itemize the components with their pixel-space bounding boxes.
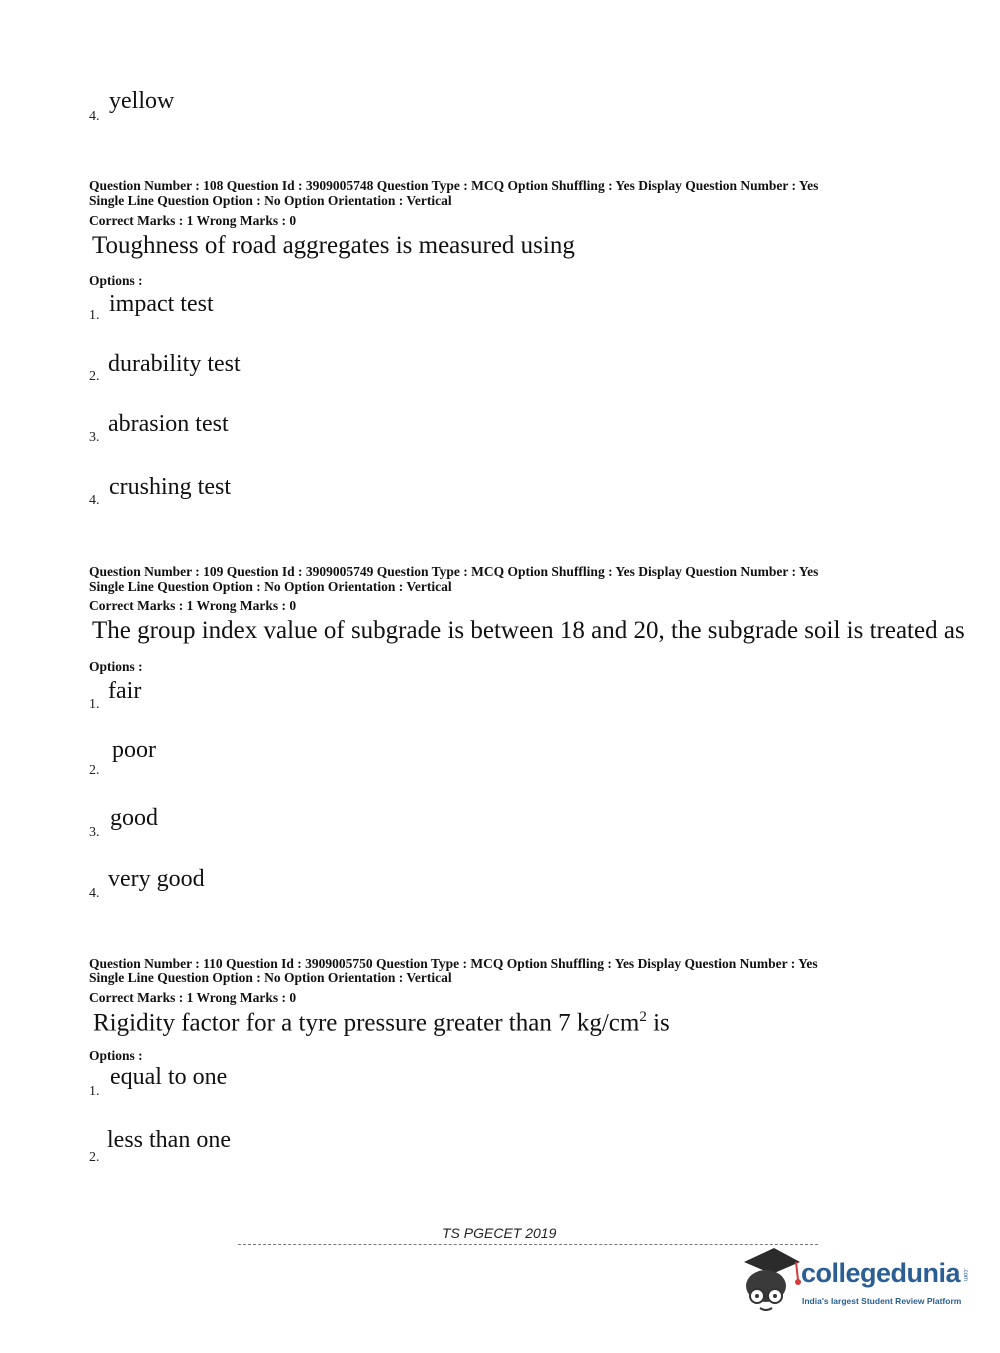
question-text: The group index value of subgrade is between 18 and 20, the subgrade soil is treated as	[92, 617, 965, 644]
option-number: 3.	[89, 825, 100, 840]
question-marks: Correct Marks : 1 Wrong Marks : 0	[89, 598, 297, 613]
option-text: poor	[112, 737, 156, 763]
option-number: 1.	[89, 697, 100, 712]
question-text: Toughness of road aggregates is measured using	[92, 232, 575, 259]
question-meta: Single Line Question Option : No Option Orientation : Vertical	[89, 970, 452, 985]
question-marks: Correct Marks : 1 Wrong Marks : 0	[89, 213, 297, 228]
option-number: 2.	[89, 1150, 100, 1165]
question-meta: Single Line Question Option : No Option Orientation : Vertical	[89, 193, 452, 208]
option-number: 4.	[89, 109, 100, 124]
option-text: yellow	[109, 88, 175, 114]
option-number: 4.	[89, 493, 100, 508]
options-label: Options :	[89, 1048, 143, 1063]
options-label: Options :	[89, 273, 143, 288]
option-number: 4.	[89, 886, 100, 901]
option-text: abrasion test	[108, 411, 229, 437]
option-text: crushing test	[109, 474, 231, 500]
option-number: 2.	[89, 369, 100, 384]
option-text: very good	[108, 866, 205, 892]
option-text: impact test	[109, 291, 214, 317]
question-meta: Question Number : 108 Question Id : 3909005748 Question Type : MCQ Option Shuffling : Yes Display Question Number : Yes	[89, 178, 819, 193]
option-number: 2.	[89, 763, 100, 778]
option-text: less than one	[107, 1127, 231, 1153]
question-meta: Question Number : 110 Question Id : 3909005750 Question Type : MCQ Option Shuffling : Yes Display Question Number : Yes	[89, 956, 818, 971]
option-text: fair	[108, 678, 142, 704]
mascot-icon	[738, 1246, 802, 1316]
question-text: Rigidity factor for a tyre pressure greater than 7 $kg/cm^2$ is	[93, 1009, 670, 1037]
brand-suffix: .com	[962, 1268, 968, 1282]
question-meta: Question Number : 109 Question Id : 3909005749 Question Type : MCQ Option Shuffling : Yes Display Question Number : Yes	[89, 564, 819, 579]
option-text: equal to one	[110, 1064, 228, 1090]
footer-divider	[238, 1244, 818, 1245]
collegedunia-logo	[738, 1246, 978, 1316]
option-number: 1.	[89, 308, 100, 323]
options-label: Options :	[89, 659, 143, 674]
footer-text: TS PGECET 2019	[442, 1225, 557, 1241]
brand-name: collegedunia	[801, 1258, 961, 1288]
option-number: 1.	[89, 1084, 100, 1099]
brand-tagline: India's largest Student Review Platform	[802, 1296, 962, 1306]
question-meta: Single Line Question Option : No Option Orientation : Vertical	[89, 579, 452, 594]
question-marks: Correct Marks : 1 Wrong Marks : 0	[89, 990, 297, 1005]
option-number: 3.	[89, 430, 100, 445]
option-text: durability test	[108, 351, 241, 377]
option-text: good	[110, 805, 158, 831]
